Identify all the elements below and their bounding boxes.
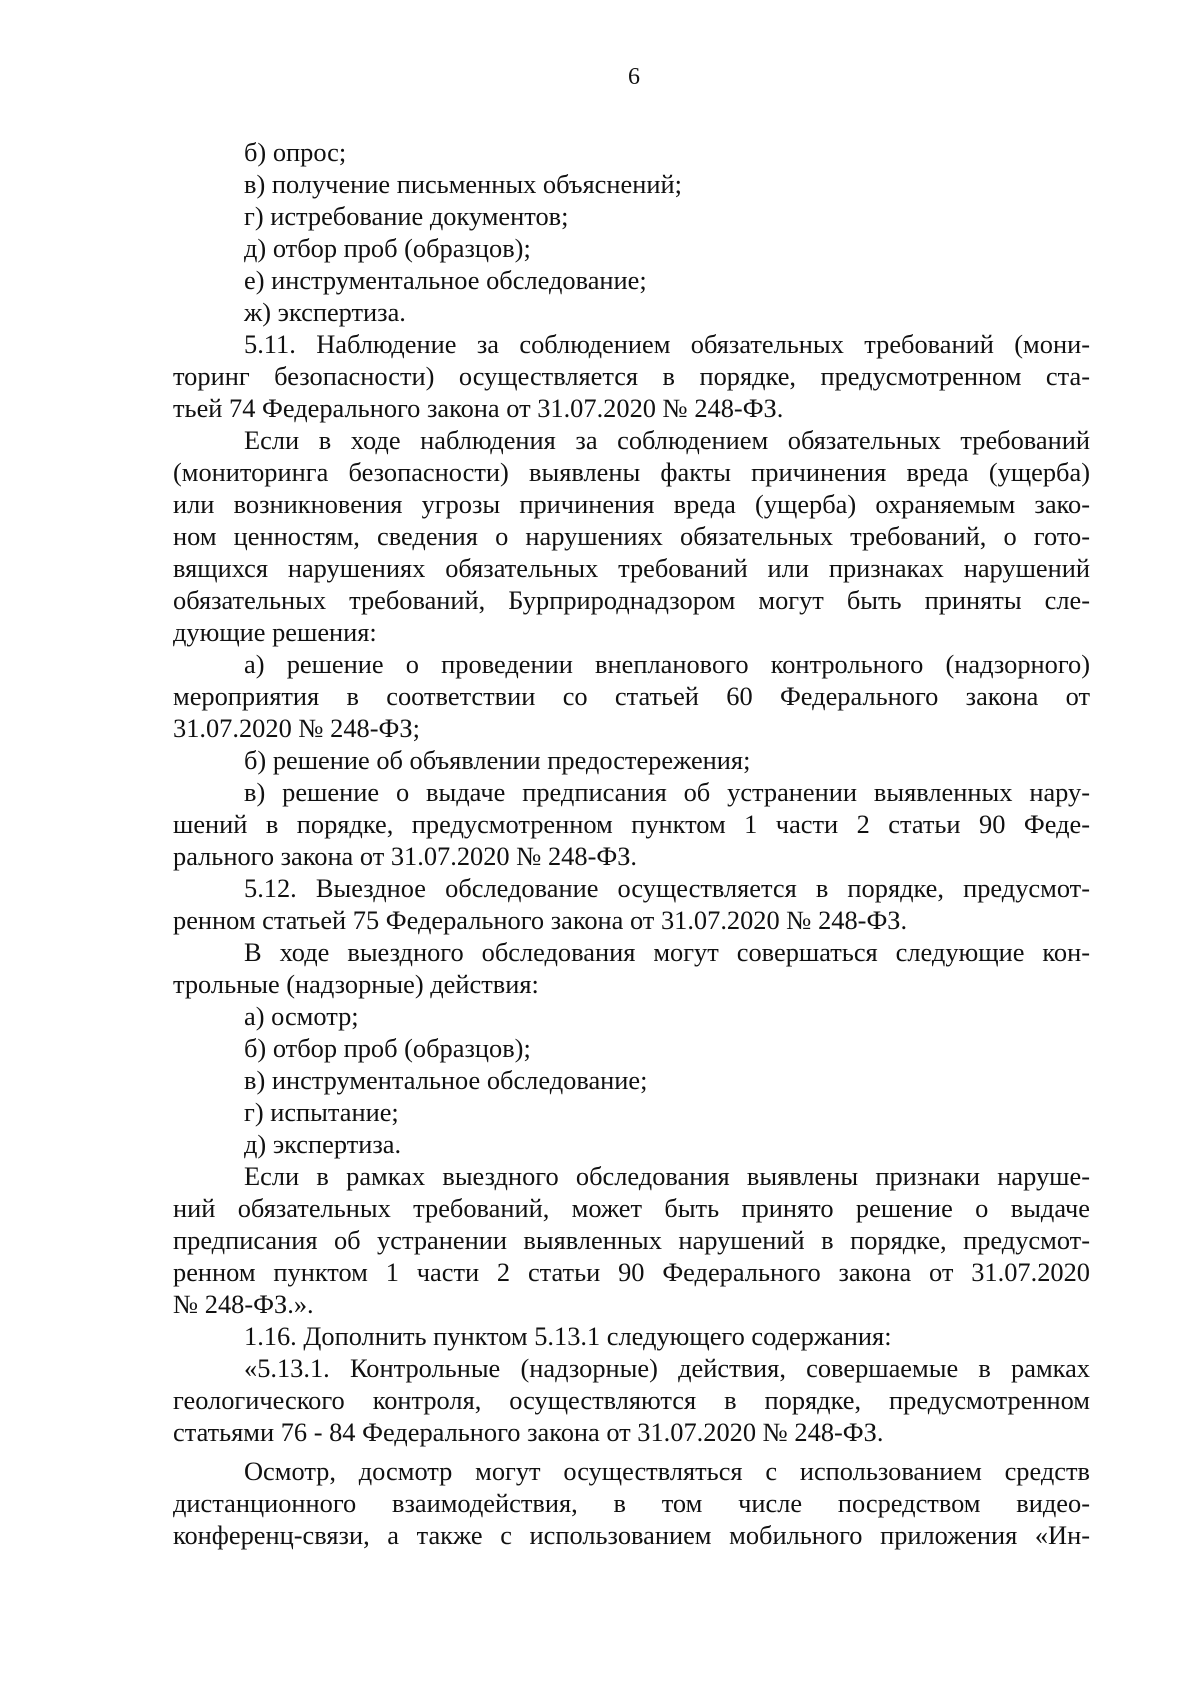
text-line: 5.12. Выездное обследование осуществляется в порядке, предусмот- bbox=[244, 873, 1090, 903]
text-line: д) отбор проб (образцов); bbox=[244, 233, 531, 263]
text-line: б) отбор проб (образцов); bbox=[244, 1033, 531, 1063]
text-line: В ходе выездного обследования могут совершаться следующие кон- bbox=[244, 937, 1090, 967]
text-line: в) инструментальное обследование; bbox=[244, 1065, 648, 1095]
text-line: дующие решения: bbox=[173, 617, 377, 647]
text-line: «5.13.1. Контрольные (надзорные) действия, совершаемые в рамках bbox=[244, 1353, 1090, 1383]
text-line: 5.11. Наблюдение за соблюдением обязательных требований (мони- bbox=[244, 329, 1090, 359]
text-line: мероприятия в соответствии со статьей 60 Федерального закона от bbox=[173, 681, 1090, 711]
text-line: б) решение об объявлении предостережения; bbox=[244, 745, 751, 775]
text-line: а) осмотр; bbox=[244, 1001, 359, 1031]
text-line: ном ценностям, сведения о нарушениях обязательных требований, о гото- bbox=[173, 521, 1090, 551]
text-line: обязательных требований, Бурприроднадзором могут быть приняты сле- bbox=[173, 585, 1090, 615]
text-line: или возникновения угрозы причинения вреда (ущерба) охраняемым зако- bbox=[173, 489, 1090, 519]
text-line: вящихся нарушениях обязательных требований или признаках нарушений bbox=[173, 553, 1090, 583]
text-line: предписания об устранении выявленных нарушений в порядке, предусмот- bbox=[173, 1225, 1090, 1255]
text-line: конференц-связи, а также с использованием мобильного приложения «Ин- bbox=[173, 1520, 1090, 1550]
text-line: в) решение о выдаче предписания об устранении выявленных нару- bbox=[244, 777, 1090, 807]
text-line: е) инструментальное обследование; bbox=[244, 265, 647, 295]
text-line: ренном статьей 75 Федерального закона от 31.07.2020 № 248-ФЗ. bbox=[173, 905, 908, 935]
text-line: д) экспертиза. bbox=[244, 1129, 402, 1159]
text-line: г) истребование документов; bbox=[244, 201, 569, 231]
text-line: а) решение о проведении внепланового контрольного (надзорного) bbox=[244, 649, 1090, 679]
text-line: торинг безопасности) осуществляется в порядке, предусмотренном ста- bbox=[173, 361, 1090, 391]
text-line: статьями 76 - 84 Федерального закона от 31.07.2020 № 248-ФЗ. bbox=[173, 1417, 884, 1447]
document-body bbox=[173, 136, 1090, 1551]
text-line: тьей 74 Федерального закона от 31.07.2020 № 248-ФЗ. bbox=[173, 393, 784, 423]
text-line: рального закона от 31.07.2020 № 248-ФЗ. bbox=[173, 841, 638, 871]
text-line: Если в рамках выездного обследования выявлены признаки наруше- bbox=[244, 1161, 1090, 1191]
text-line: дистанционного взаимодействия, в том числе посредством видео- bbox=[173, 1488, 1090, 1518]
text-line: б) опрос; bbox=[244, 137, 347, 167]
text-line: 1.16. Дополнить пунктом 5.13.1 следующего содержания: bbox=[244, 1321, 892, 1351]
text-line: ренном пунктом 1 части 2 статьи 90 Федерального закона от 31.07.2020 bbox=[173, 1257, 1090, 1287]
text-line: в) получение письменных объяснений; bbox=[244, 169, 682, 199]
text-line: геологического контроля, осуществляются в порядке, предусмотренном bbox=[173, 1385, 1090, 1415]
text-line: шений в порядке, предусмотренном пунктом 1 части 2 статьи 90 Феде- bbox=[173, 809, 1090, 839]
page-number: 6 bbox=[628, 64, 640, 90]
text-line: Если в ходе наблюдения за соблюдением обязательных требований bbox=[244, 425, 1090, 455]
text-line: № 248-ФЗ.». bbox=[173, 1289, 314, 1319]
text-line: ний обязательных требований, может быть принято решение о выдаче bbox=[173, 1193, 1090, 1223]
text-line: трольные (надзорные) действия: bbox=[173, 969, 539, 999]
paragraph-gap bbox=[173, 1448, 1090, 1455]
text-line: 31.07.2020 № 248-ФЗ; bbox=[173, 713, 420, 743]
text-line: г) испытание; bbox=[244, 1097, 399, 1127]
text-line: (мониторинга безопасности) выявлены факты причинения вреда (ущерба) bbox=[173, 457, 1090, 487]
text-line: Осмотр, досмотр могут осуществляться с использованием средств bbox=[244, 1456, 1090, 1486]
text-line: ж) экспертиза. bbox=[244, 297, 406, 327]
